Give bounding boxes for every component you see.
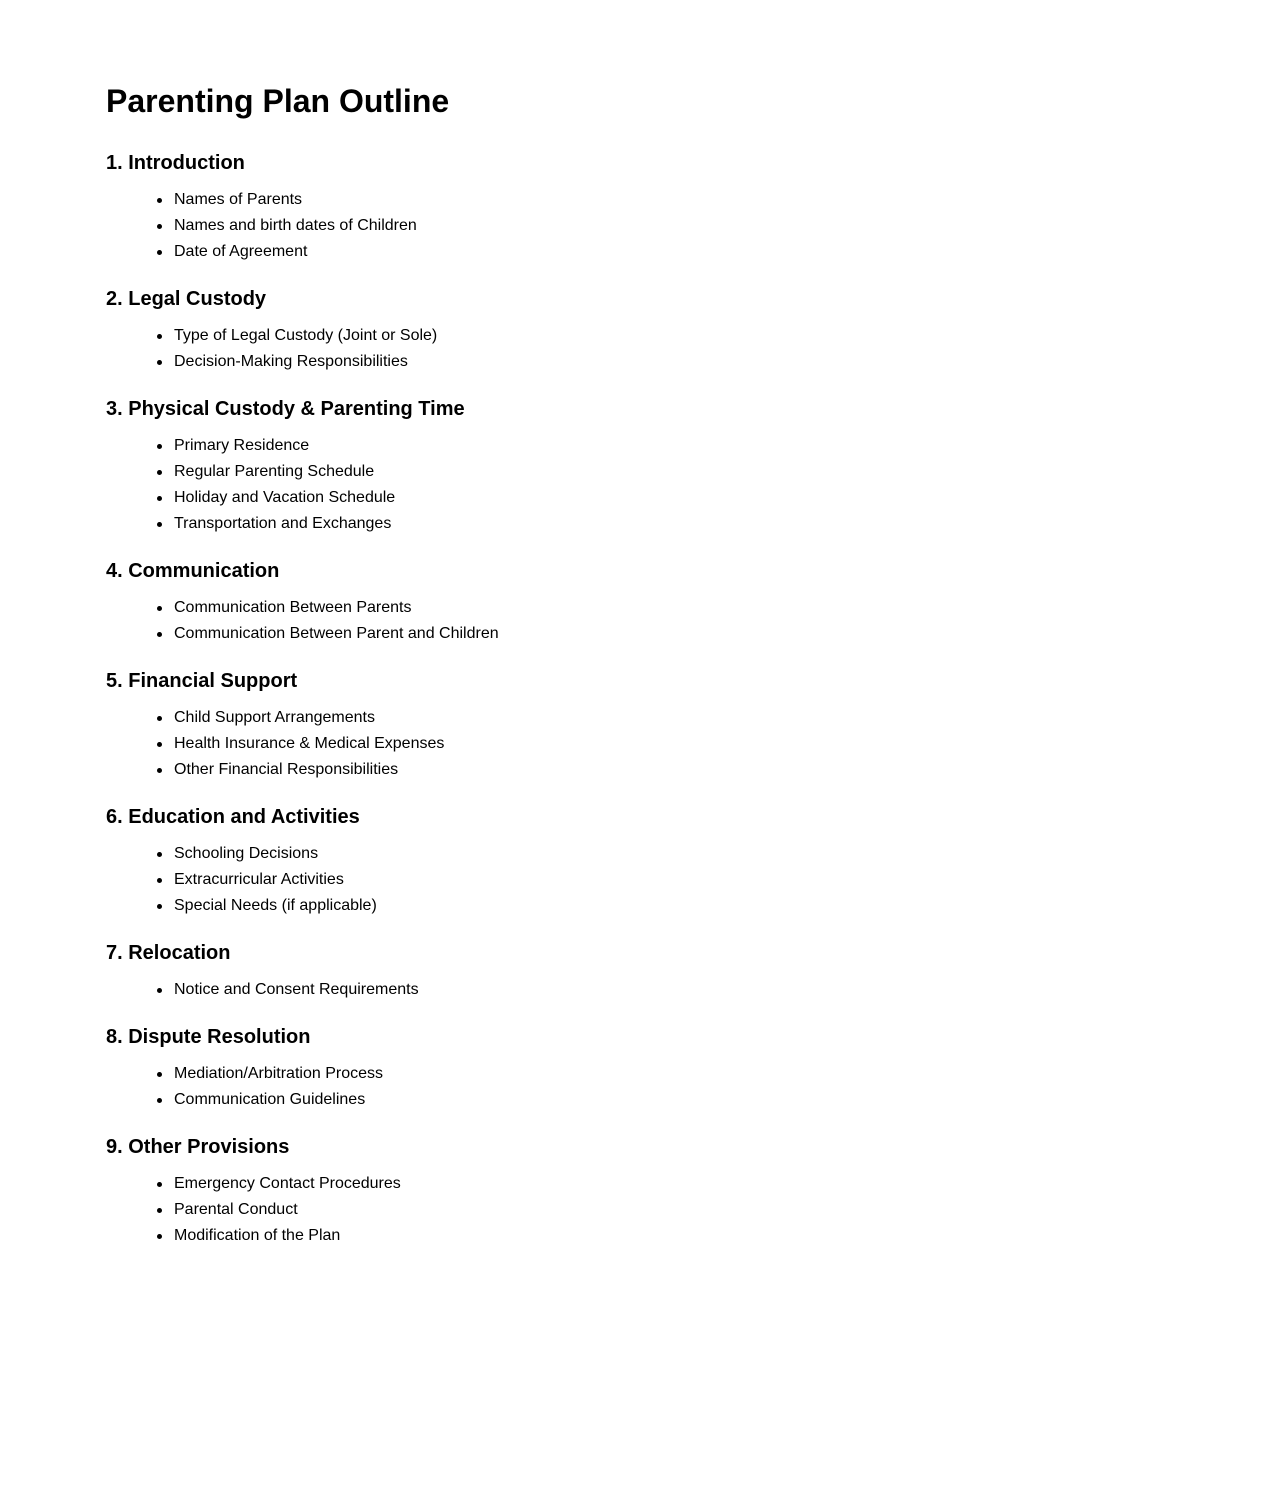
bullet-icon: [157, 904, 162, 909]
bullet-icon: [157, 250, 162, 255]
list-item: [174, 977, 1106, 1003]
outline-sections: [106, 151, 1106, 1271]
section-heading: 3. Physical Custody & Parenting Time: [106, 398, 465, 420]
list-item: [174, 841, 1106, 867]
list-item-text: Type of Legal Custody (Joint or Sole): [174, 327, 438, 344]
bullet-icon: [157, 878, 162, 883]
list-item: [174, 239, 1106, 265]
outline-section: [106, 941, 1106, 1003]
list-item-text: Mediation/Arbitration Process: [174, 1065, 383, 1082]
list-item-text: Primary Residence: [174, 437, 310, 454]
bullet-icon: [157, 1072, 162, 1077]
list-item: [174, 867, 1106, 893]
section-heading: 4. Communication: [106, 560, 280, 582]
bullet-icon: [157, 1182, 162, 1187]
list-item-text: Regular Parenting Schedule: [174, 463, 375, 480]
list-item-text: Names and birth dates of Children: [174, 217, 417, 234]
list-item: [174, 1061, 1106, 1087]
list-item-text: Communication Between Parents: [174, 599, 412, 616]
section-heading: 1. Introduction: [106, 152, 245, 174]
list-item: [174, 1087, 1106, 1113]
bullet-icon: [157, 496, 162, 501]
outline-section: [106, 669, 1106, 783]
section-item-list: [106, 841, 1106, 919]
list-item: [174, 1171, 1106, 1197]
list-item: [174, 485, 1106, 511]
bullet-icon: [157, 334, 162, 339]
section-heading: 7. Relocation: [106, 942, 231, 964]
page-title: Parenting Plan Outline: [106, 83, 450, 119]
section-item-list: [106, 1171, 1106, 1249]
bullet-icon: [157, 852, 162, 857]
list-item-text: Names of Parents: [174, 191, 303, 208]
outline-section: [106, 151, 1106, 265]
bullet-icon: [157, 470, 162, 475]
list-item: [174, 1223, 1106, 1249]
bullet-icon: [157, 716, 162, 721]
outline-section: [106, 1025, 1106, 1113]
outline-section: [106, 559, 1106, 647]
bullet-icon: [157, 1208, 162, 1213]
list-item-text: Communication Guidelines: [174, 1091, 366, 1108]
list-item-text: Communication Between Parent and Children: [174, 625, 499, 642]
bullet-icon: [157, 606, 162, 611]
list-item: [174, 349, 1106, 375]
list-item-text: Extracurricular Activities: [174, 871, 344, 888]
list-item-text: Emergency Contact Procedures: [174, 1175, 401, 1192]
section-item-list: [106, 977, 1106, 1003]
bullet-icon: [157, 224, 162, 229]
section-item-list: [106, 705, 1106, 783]
section-item-list: [106, 187, 1106, 265]
outline-section: [106, 287, 1106, 375]
list-item-text: Modification of the Plan: [174, 1227, 341, 1244]
list-item: [174, 893, 1106, 919]
list-item: [174, 187, 1106, 213]
list-item: [174, 459, 1106, 485]
bullet-icon: [157, 988, 162, 993]
list-item-text: Schooling Decisions: [174, 845, 319, 862]
outline-section: [106, 805, 1106, 919]
bullet-icon: [157, 768, 162, 773]
bullet-icon: [157, 198, 162, 203]
list-item: [174, 757, 1106, 783]
list-item-text: Holiday and Vacation Schedule: [174, 489, 396, 506]
list-item: [174, 511, 1106, 537]
outline-section: [106, 1135, 1106, 1249]
list-item: [174, 433, 1106, 459]
list-item-text: Special Needs (if applicable): [174, 897, 377, 914]
bullet-icon: [157, 360, 162, 365]
list-item: [174, 1197, 1106, 1223]
list-item: [174, 705, 1106, 731]
list-item-text: Health Insurance & Medical Expenses: [174, 735, 445, 752]
section-item-list: [106, 323, 1106, 375]
bullet-icon: [157, 742, 162, 747]
list-item: [174, 323, 1106, 349]
bullet-icon: [157, 522, 162, 527]
bullet-icon: [157, 632, 162, 637]
outline-section: [106, 397, 1106, 537]
section-heading: 6. Education and Activities: [106, 806, 360, 828]
list-item: [174, 595, 1106, 621]
list-item-text: Notice and Consent Requirements: [174, 981, 419, 998]
section-heading: 5. Financial Support: [106, 670, 298, 692]
bullet-icon: [157, 1234, 162, 1239]
section-item-list: [106, 433, 1106, 537]
list-item-text: Decision-Making Responsibilities: [174, 353, 408, 370]
list-item-text: Transportation and Exchanges: [174, 515, 392, 532]
list-item-text: Parental Conduct: [174, 1201, 298, 1218]
section-heading: 8. Dispute Resolution: [106, 1026, 311, 1048]
bullet-icon: [157, 1098, 162, 1103]
list-item: [174, 213, 1106, 239]
list-item: [174, 731, 1106, 757]
section-item-list: [106, 1061, 1106, 1113]
section-heading: 9. Other Provisions: [106, 1136, 290, 1158]
section-heading: 2. Legal Custody: [106, 288, 267, 310]
list-item-text: Child Support Arrangements: [174, 709, 375, 726]
bullet-icon: [157, 444, 162, 449]
list-item: [174, 621, 1106, 647]
list-item-text: Other Financial Responsibilities: [174, 761, 399, 778]
list-item-text: Date of Agreement: [174, 243, 308, 260]
section-item-list: [106, 595, 1106, 647]
